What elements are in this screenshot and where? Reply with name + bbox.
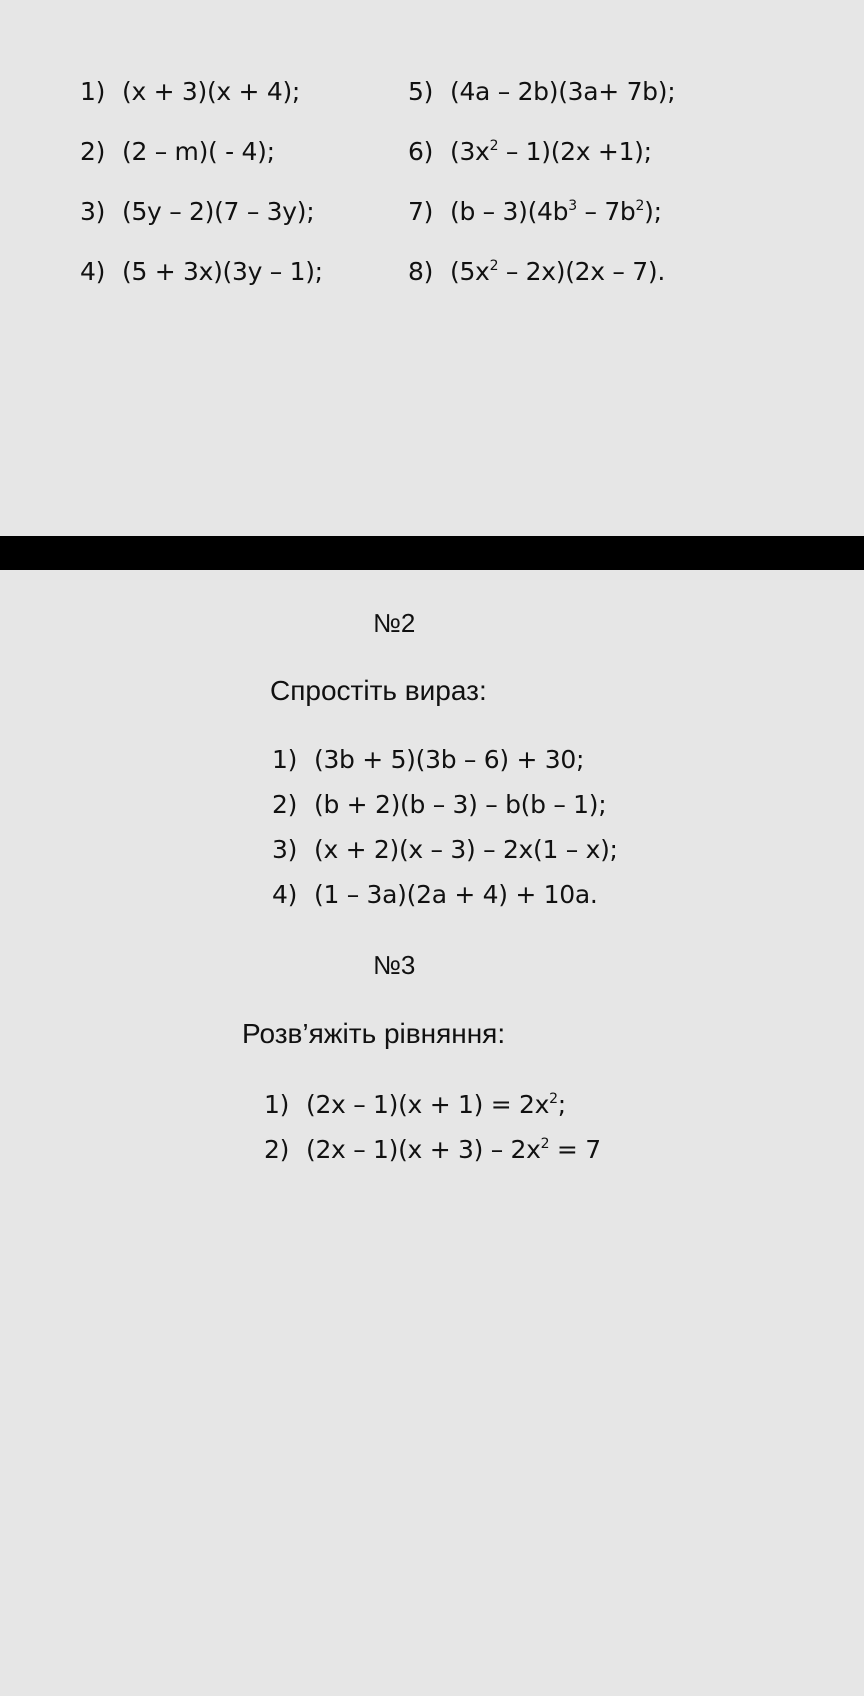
expression-item: 1) (3b + 5)(3b – 6) + 30; bbox=[272, 745, 585, 774]
expression-item: 3) (5y – 2)(7 – 3y); bbox=[80, 197, 315, 226]
exercise-page-bottom bbox=[0, 570, 864, 1696]
expression-item: 4) (1 – 3a)(2a + 4) + 10a. bbox=[272, 880, 598, 909]
simplify-list bbox=[272, 740, 618, 920]
section-prompt: Розв’яжіть рівняння: bbox=[242, 1018, 506, 1049]
equation-item: 2) $(2x - 1)(x + 3) - 2x^2 = 7$ bbox=[264, 1135, 601, 1164]
exercise-page-top bbox=[0, 0, 864, 536]
equation-list bbox=[264, 1085, 601, 1175]
expression-column-left bbox=[80, 72, 323, 312]
expression-item: 6) $(3x^2 - 1)(2x +1)$; bbox=[408, 137, 652, 166]
expression-item: 2) (b + 2)(b – 3) – b(b – 1); bbox=[272, 790, 607, 819]
equation-item: 1) $(2x - 1)(x + 1) = 2x^2$; bbox=[264, 1090, 566, 1119]
expression-item: 7) $(b - 3)(4b^3 - 7b^2)$; bbox=[408, 197, 662, 226]
section-heading: №3 bbox=[373, 950, 416, 980]
page-divider bbox=[0, 536, 864, 570]
expression-item: 2) (2 – m)( - 4); bbox=[80, 137, 275, 166]
section-heading: №2 bbox=[373, 608, 416, 638]
expression-item: 8) $(5x^2 - 2x)(2x - 7)$. bbox=[408, 257, 665, 286]
expression-item: 4) (5 + 3x)(3y – 1); bbox=[80, 257, 323, 286]
expression-item: 5) (4a – 2b)(3a+ 7b); bbox=[408, 77, 676, 106]
expression-column-right bbox=[408, 72, 675, 312]
section-prompt: Спростіть вираз: bbox=[270, 675, 487, 706]
expression-item: 3) (x + 2)(x – 3) – 2x(1 – x); bbox=[272, 835, 618, 864]
expression-item: 1) (x + 3)(x + 4); bbox=[80, 77, 301, 106]
